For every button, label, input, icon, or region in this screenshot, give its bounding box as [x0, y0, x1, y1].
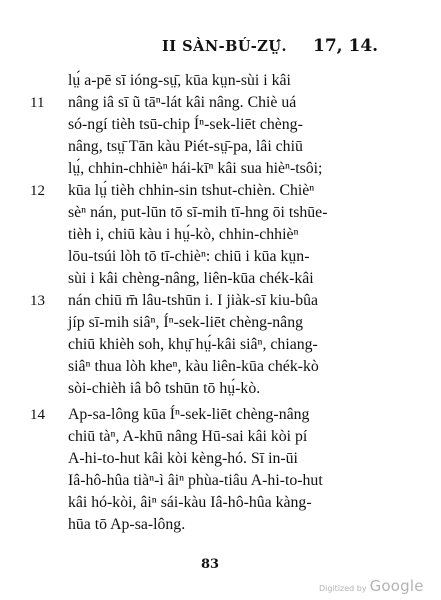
text-line [0, 448, 441, 470]
text-line [0, 312, 441, 334]
line-text: chiū tàⁿ, A-khū nâng Hū-sai kâi kòi pí [68, 428, 308, 445]
line-text: hūa tō Ap-sa-lông. [68, 516, 186, 533]
text-line [0, 158, 441, 180]
text-line [0, 136, 441, 158]
verse-number: 14 [30, 407, 45, 423]
text-line [0, 514, 441, 536]
text-line [0, 290, 441, 312]
verse-number: 12 [30, 183, 45, 199]
verse-number: 11 [30, 95, 45, 111]
line-text: nâng iâ sī ũ tāⁿ-lát kâi nâng. Chiè uá [68, 94, 297, 111]
text-line [0, 470, 441, 492]
text-line [0, 202, 441, 224]
text-line [0, 70, 441, 92]
line-text: nâng, tsṳ̄ Tān kàu Piét-sṳ̄-pa, lâi chiū [68, 138, 303, 155]
text-line [0, 334, 441, 356]
line-text: tièh i, chiū kàu i hṳ́-kò, chhin-chhièⁿ [68, 226, 299, 243]
body-text [0, 70, 441, 536]
page-number: 83 [201, 557, 220, 572]
line-text: sòi-chièh iâ bô tshūn tō hṳ́-kò. [68, 380, 261, 397]
text-line [0, 426, 441, 448]
line-text: lōu-tsúi lòh tō tī-chièⁿ: chiū i kūa kṳn- [68, 248, 310, 265]
google-logo: Google [369, 577, 424, 595]
line-text: sèⁿ nán, put-lūn tō sī-mih tī-hng ōi tshūe- [68, 204, 328, 221]
line-text: nán chiū m̄ lâu-tshūn i. I jiàk-sī kiu-bûa [68, 292, 319, 309]
line-text: jíp sī-mih siâⁿ, Íⁿ-sek-liēt chèng-nâng [68, 314, 303, 331]
line-text: lṳ́ a-pē sī ióng-sṳ̄, kūa kṳn-sùi i kâi [68, 72, 291, 89]
text-line [0, 356, 441, 378]
text-line [0, 224, 441, 246]
watermark-prefix: Digitized by [319, 584, 367, 593]
line-text: lṳ́, chhin-chhièⁿ hái-kīⁿ kâi sua hièⁿ-tsôi; [68, 160, 323, 177]
line-text: kâi hó-kòi, âiⁿ sái-kàu Iâ-hô-hûa kàng- [68, 494, 312, 511]
line-text: siâⁿ thua lòh kheⁿ, kàu liên-kūa chék-kò [68, 358, 319, 375]
page-header [0, 38, 441, 62]
text-line [0, 114, 441, 136]
text-line [0, 246, 441, 268]
text-line [0, 180, 441, 202]
line-text: chiū khièh soh, khṳ̄ hṳ́-kâi siâⁿ, chiang- [68, 336, 318, 353]
running-head: II SÀN-BÚ-ZṲ́. [162, 38, 288, 55]
line-text: sùi i kâi chèng-nâng, liên-kūa chék-kâi [68, 270, 314, 287]
line-text: A-hi-to-hut kâi kòi kèng-hó. Sī in-ūi [68, 450, 298, 467]
text-line [0, 378, 441, 400]
text-line [0, 404, 441, 426]
text-line [0, 92, 441, 114]
line-text: só-ngí tièh tsū-chip Íⁿ-sek-liēt chèng- [68, 116, 303, 133]
verse-number: 13 [30, 293, 45, 309]
text-line [0, 268, 441, 290]
line-text: kūa lṳ́ tièh chhin-sin tshut-chièn. Chièⁿ [68, 182, 315, 199]
chapter-verse-ref: 17, 14. [313, 36, 379, 56]
digitized-watermark [319, 576, 424, 595]
line-text: Ap-sa-lông kūa Íⁿ-sek-liēt chèng-nâng [68, 406, 310, 423]
text-line [0, 492, 441, 514]
line-text: Iâ-hô-hûa tiàⁿ-ì âiⁿ phùa-tiâu A-hi-to-hut [68, 472, 323, 489]
